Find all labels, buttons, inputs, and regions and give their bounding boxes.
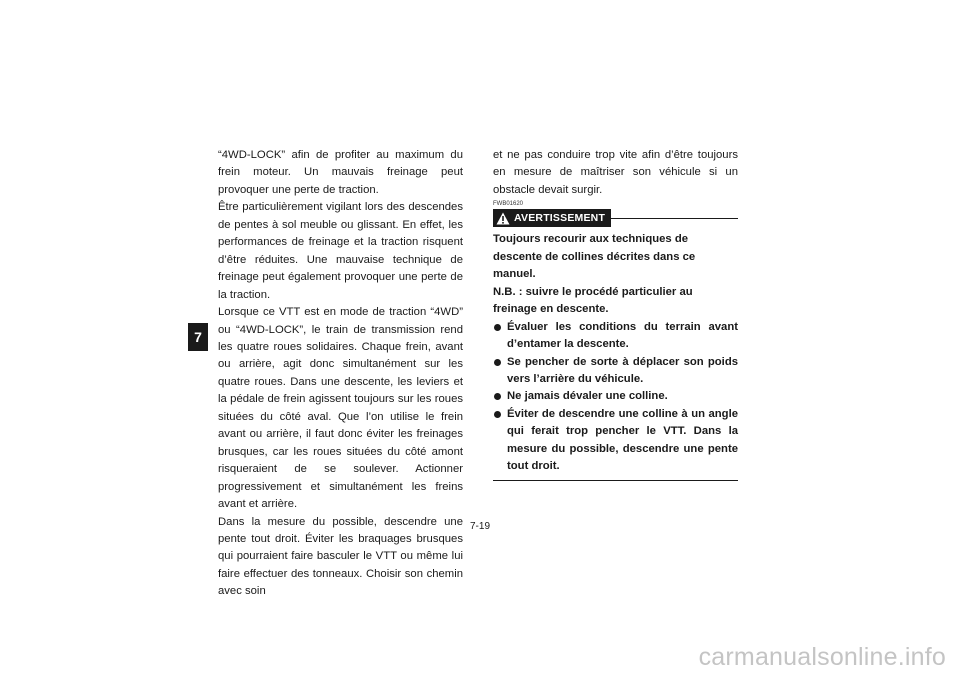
bullet-item: Ne jamais dévaler une colline. xyxy=(493,388,738,405)
page-number: 7-19 xyxy=(469,521,490,532)
bullet-item: Évaluer les conditions du terrain avant d’entamer la descente. xyxy=(493,319,738,354)
warning-triangle-icon xyxy=(496,212,510,225)
warning-text: Toujours recourir aux techniques de descente de collines décrites dans ce manuel. xyxy=(493,233,696,281)
warning-rule xyxy=(611,218,738,219)
left-paragraph-2: Être particulièrement vigilant lors des descendes de pentes à sol meuble ou glissant. En effet, les performances de freinage et la traction risquent d’être réduites. Une mauvaise technique de freinage peut également provoquer une perte de la traction. xyxy=(218,201,463,301)
warning-header xyxy=(493,209,738,227)
left-paragraph-3: Lorsque ce VTT est en mode de traction “4WD” ou “4WD-LOCK”, le train de transmission rend les quatre roues solidaires. Chaque frein, avant ou arrière, agit donc simultanément sur les quatre roues. Dans une descente, les leviers et la pédale de frein agissent toujours sur les roues situées du côté aval. Que l’on utilise le frein avant ou arrière, il faut donc éviter les freinages brusques, car les roues situées du côté amont risqueraient de se soulever. Actionner progressivement et simultanément les freins avant et arrière. xyxy=(218,306,463,511)
right-column xyxy=(493,147,738,481)
right-intro-paragraph: et ne pas conduire trop vite afin d’être toujours en mesure de maîtriser son véhicule si un obstacle devait surgir. xyxy=(493,149,738,196)
watermark: carmanualsonline.info xyxy=(698,643,946,671)
warning-label: AVERTISSEMENT xyxy=(514,211,606,224)
section-code: FWB01620 xyxy=(493,201,524,208)
warning-bullet-list xyxy=(493,319,738,476)
bullet-item: Éviter de descendre une colline à un angle qui ferait trop pencher le VTT. Dans la mesure du possible, descendre une pente tout droit. xyxy=(493,406,738,476)
warning-end-rule xyxy=(493,480,738,481)
left-paragraph-4: Dans la mesure du possible, descendre une pente tout droit. Éviter les braquages brusques qui pourraient faire basculer le VTT ou même lui faire effectuer des tonneaux. Choisir son chemin avec soin xyxy=(218,515,463,598)
left-column xyxy=(218,147,463,601)
left-paragraph-1: “4WD-LOCK” afin de profiter au maximum du frein moteur. Un mauvais freinage peut provoquer une perte de traction. xyxy=(218,149,463,196)
bullet-item: Se pencher de sorte à déplacer son poids vers l’arrière du véhicule. xyxy=(493,354,738,389)
warning-body xyxy=(493,231,738,475)
warning-badge xyxy=(493,209,611,227)
warning-note: N.B. : suivre le procédé particulier au freinage en descente. xyxy=(493,285,693,316)
chapter-tab: 7 xyxy=(188,323,208,351)
